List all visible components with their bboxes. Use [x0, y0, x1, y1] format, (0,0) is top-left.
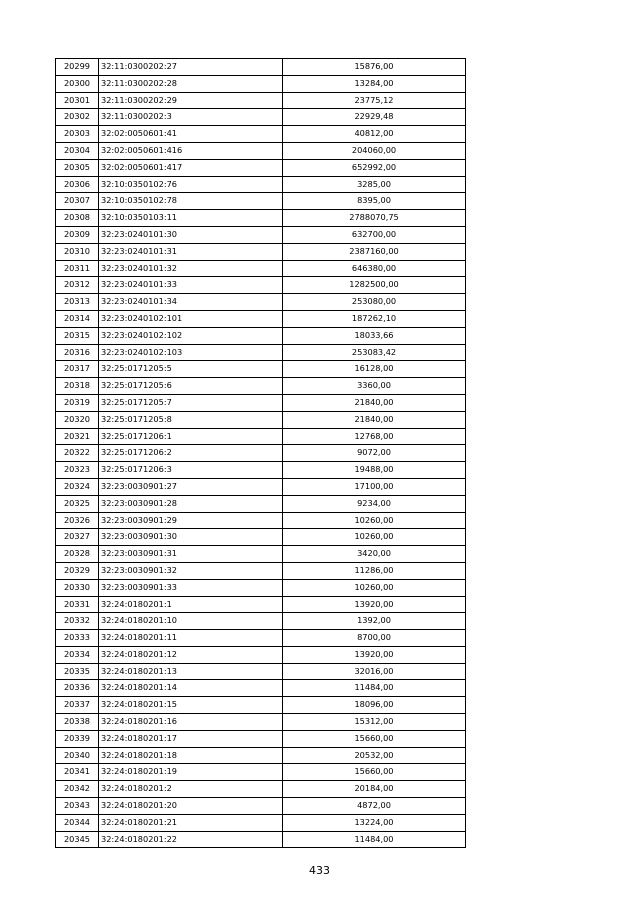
cadastral-number-cell: 32:23:0030901:31	[99, 546, 283, 563]
row-number-cell: 20338	[56, 714, 99, 731]
value-cell: 22929,48	[283, 109, 466, 126]
cadastral-number-cell: 32:23:0030901:29	[99, 512, 283, 529]
row-number-cell: 20303	[56, 126, 99, 143]
value-cell: 4872,00	[283, 798, 466, 815]
value-cell: 10260,00	[283, 529, 466, 546]
value-cell: 15312,00	[283, 714, 466, 731]
cadastral-number-cell: 32:24:0180201:22	[99, 831, 283, 848]
table-row	[56, 361, 466, 378]
row-number-cell: 20341	[56, 764, 99, 781]
row-number-cell: 20319	[56, 394, 99, 411]
row-number-cell: 20345	[56, 831, 99, 848]
table-row	[56, 798, 466, 815]
cadastral-number-cell: 32:24:0180201:15	[99, 697, 283, 714]
value-cell: 15660,00	[283, 764, 466, 781]
cadastral-number-cell: 32:24:0180201:1	[99, 596, 283, 613]
value-cell: 3360,00	[283, 378, 466, 395]
value-cell: 17100,00	[283, 478, 466, 495]
value-cell: 9234,00	[283, 495, 466, 512]
value-cell: 10260,00	[283, 512, 466, 529]
table-row	[56, 646, 466, 663]
cadastral-number-cell: 32:24:0180201:20	[99, 798, 283, 815]
table-row	[56, 294, 466, 311]
value-cell: 11484,00	[283, 680, 466, 697]
value-cell: 187262,10	[283, 310, 466, 327]
table-row	[56, 59, 466, 76]
table-row	[56, 428, 466, 445]
table-row	[56, 613, 466, 630]
cadastral-number-cell: 32:25:0171205:6	[99, 378, 283, 395]
row-number-cell: 20343	[56, 798, 99, 815]
table-row	[56, 546, 466, 563]
value-cell: 20184,00	[283, 781, 466, 798]
cadastral-number-cell: 32:10:0350102:76	[99, 176, 283, 193]
cadastral-number-cell: 32:24:0180201:11	[99, 630, 283, 647]
row-number-cell: 20305	[56, 159, 99, 176]
row-number-cell: 20337	[56, 697, 99, 714]
row-number-cell: 20314	[56, 310, 99, 327]
table-row	[56, 378, 466, 395]
value-cell: 1392,00	[283, 613, 466, 630]
cadastral-number-cell: 32:23:0240102:101	[99, 310, 283, 327]
value-cell: 652992,00	[283, 159, 466, 176]
row-number-cell: 20302	[56, 109, 99, 126]
row-number-cell: 20311	[56, 260, 99, 277]
value-cell: 13920,00	[283, 596, 466, 613]
cadastral-number-cell: 32:23:0240101:31	[99, 243, 283, 260]
table-row	[56, 445, 466, 462]
row-number-cell: 20334	[56, 646, 99, 663]
cadastral-number-cell: 32:25:0171206:1	[99, 428, 283, 445]
table-body	[56, 59, 466, 848]
table-row	[56, 159, 466, 176]
table-row	[56, 512, 466, 529]
value-cell: 12768,00	[283, 428, 466, 445]
row-number-cell: 20339	[56, 730, 99, 747]
row-number-cell: 20335	[56, 663, 99, 680]
table-row	[56, 781, 466, 798]
table-row	[56, 663, 466, 680]
value-cell: 23775,12	[283, 92, 466, 109]
cadastral-number-cell: 32:24:0180201:16	[99, 714, 283, 731]
row-number-cell: 20306	[56, 176, 99, 193]
row-number-cell: 20328	[56, 546, 99, 563]
table-row	[56, 210, 466, 227]
value-cell: 1282500,00	[283, 277, 466, 294]
table-row	[56, 394, 466, 411]
row-number-cell: 20342	[56, 781, 99, 798]
value-cell: 15660,00	[283, 730, 466, 747]
row-number-cell: 20312	[56, 277, 99, 294]
value-cell: 18096,00	[283, 697, 466, 714]
table-row	[56, 697, 466, 714]
cadastral-number-cell: 32:02:0050601:417	[99, 159, 283, 176]
cadastral-number-cell: 32:25:0171205:5	[99, 361, 283, 378]
row-number-cell: 20315	[56, 327, 99, 344]
cadastral-number-cell: 32:02:0050601:416	[99, 142, 283, 159]
value-cell: 15876,00	[283, 59, 466, 76]
table-row	[56, 730, 466, 747]
cadastral-number-cell: 32:23:0030901:32	[99, 562, 283, 579]
cadastral-number-cell: 32:23:0240101:34	[99, 294, 283, 311]
cadastral-number-cell: 32:24:0180201:17	[99, 730, 283, 747]
cadastral-number-cell: 32:24:0180201:13	[99, 663, 283, 680]
row-number-cell: 20321	[56, 428, 99, 445]
row-number-cell: 20310	[56, 243, 99, 260]
table-row	[56, 478, 466, 495]
table-row	[56, 92, 466, 109]
page-number: 433	[309, 864, 330, 877]
value-cell: 204060,00	[283, 142, 466, 159]
table-row	[56, 260, 466, 277]
value-cell: 10260,00	[283, 579, 466, 596]
cadastral-number-cell: 32:23:0240102:102	[99, 327, 283, 344]
cadastral-number-cell: 32:11:0300202:28	[99, 75, 283, 92]
cadastral-number-cell: 32:23:0030901:28	[99, 495, 283, 512]
value-cell: 32016,00	[283, 663, 466, 680]
table-row	[56, 630, 466, 647]
cadastral-number-cell: 32:25:0171205:8	[99, 411, 283, 428]
row-number-cell: 20344	[56, 814, 99, 831]
cadastral-number-cell: 32:23:0240101:30	[99, 226, 283, 243]
table-row	[56, 344, 466, 361]
value-cell: 9072,00	[283, 445, 466, 462]
cadastral-number-cell: 32:10:0350103:11	[99, 210, 283, 227]
table-row	[56, 831, 466, 848]
value-cell: 13284,00	[283, 75, 466, 92]
row-number-cell: 20324	[56, 478, 99, 495]
cadastral-number-cell: 32:11:0300202:29	[99, 92, 283, 109]
cadastral-number-cell: 32:23:0240101:33	[99, 277, 283, 294]
cadastral-number-cell: 32:23:0030901:27	[99, 478, 283, 495]
value-cell: 21840,00	[283, 394, 466, 411]
table-row	[56, 596, 466, 613]
value-cell: 2387160,00	[283, 243, 466, 260]
table-row	[56, 562, 466, 579]
cadastral-number-cell: 32:24:0180201:18	[99, 747, 283, 764]
row-number-cell: 20300	[56, 75, 99, 92]
row-number-cell: 20320	[56, 411, 99, 428]
cadastral-number-cell: 32:11:0300202:3	[99, 109, 283, 126]
row-number-cell: 20304	[56, 142, 99, 159]
row-number-cell: 20332	[56, 613, 99, 630]
cadastral-number-cell: 32:24:0180201:10	[99, 613, 283, 630]
table-row	[56, 193, 466, 210]
cadastral-number-cell: 32:24:0180201:12	[99, 646, 283, 663]
row-number-cell: 20318	[56, 378, 99, 395]
table-row	[56, 579, 466, 596]
row-number-cell: 20317	[56, 361, 99, 378]
table-row	[56, 109, 466, 126]
row-number-cell: 20313	[56, 294, 99, 311]
row-number-cell: 20322	[56, 445, 99, 462]
table-row	[56, 747, 466, 764]
value-cell: 18033,66	[283, 327, 466, 344]
cadastral-number-cell: 32:25:0171205:7	[99, 394, 283, 411]
table-row	[56, 226, 466, 243]
row-number-cell: 20323	[56, 462, 99, 479]
table-row	[56, 142, 466, 159]
value-cell: 253083,42	[283, 344, 466, 361]
cadastral-value-table	[55, 58, 466, 848]
cadastral-number-cell: 32:02:0050601:41	[99, 126, 283, 143]
row-number-cell: 20301	[56, 92, 99, 109]
row-number-cell: 20308	[56, 210, 99, 227]
cadastral-number-cell: 32:23:0030901:33	[99, 579, 283, 596]
row-number-cell: 20331	[56, 596, 99, 613]
cadastral-number-cell: 32:23:0240102:103	[99, 344, 283, 361]
value-cell: 19488,00	[283, 462, 466, 479]
table-row	[56, 75, 466, 92]
cadastral-number-cell: 32:10:0350102:78	[99, 193, 283, 210]
value-cell: 632700,00	[283, 226, 466, 243]
table-row	[56, 176, 466, 193]
row-number-cell: 20307	[56, 193, 99, 210]
table-row	[56, 310, 466, 327]
row-number-cell: 20316	[56, 344, 99, 361]
value-cell: 13920,00	[283, 646, 466, 663]
table-row	[56, 327, 466, 344]
table-row	[56, 126, 466, 143]
table-row	[56, 529, 466, 546]
cadastral-number-cell: 32:25:0171206:3	[99, 462, 283, 479]
row-number-cell: 20325	[56, 495, 99, 512]
cadastral-number-cell: 32:23:0240101:32	[99, 260, 283, 277]
value-cell: 8700,00	[283, 630, 466, 647]
table-row	[56, 680, 466, 697]
table-row	[56, 277, 466, 294]
table-row	[56, 462, 466, 479]
table-row	[56, 243, 466, 260]
row-number-cell: 20336	[56, 680, 99, 697]
cadastral-number-cell: 32:24:0180201:2	[99, 781, 283, 798]
value-cell: 8395,00	[283, 193, 466, 210]
row-number-cell: 20299	[56, 59, 99, 76]
cadastral-number-cell: 32:25:0171206:2	[99, 445, 283, 462]
table-row	[56, 764, 466, 781]
row-number-cell: 20309	[56, 226, 99, 243]
cadastral-number-cell: 32:23:0030901:30	[99, 529, 283, 546]
table-row	[56, 714, 466, 731]
cadastral-number-cell: 32:24:0180201:14	[99, 680, 283, 697]
cadastral-number-cell: 32:11:0300202:27	[99, 59, 283, 76]
table-row	[56, 814, 466, 831]
value-cell: 2788070,75	[283, 210, 466, 227]
value-cell: 16128,00	[283, 361, 466, 378]
row-number-cell: 20330	[56, 579, 99, 596]
value-cell: 11484,00	[283, 831, 466, 848]
cadastral-number-cell: 32:24:0180201:21	[99, 814, 283, 831]
cadastral-number-cell: 32:24:0180201:19	[99, 764, 283, 781]
value-cell: 13224,00	[283, 814, 466, 831]
row-number-cell: 20333	[56, 630, 99, 647]
value-cell: 21840,00	[283, 411, 466, 428]
table-row	[56, 411, 466, 428]
value-cell: 3420,00	[283, 546, 466, 563]
value-cell: 646380,00	[283, 260, 466, 277]
value-cell: 253080,00	[283, 294, 466, 311]
value-cell: 3285,00	[283, 176, 466, 193]
value-cell: 11286,00	[283, 562, 466, 579]
row-number-cell: 20326	[56, 512, 99, 529]
row-number-cell: 20340	[56, 747, 99, 764]
row-number-cell: 20329	[56, 562, 99, 579]
value-cell: 40812,00	[283, 126, 466, 143]
value-cell: 20532,00	[283, 747, 466, 764]
table-row	[56, 495, 466, 512]
row-number-cell: 20327	[56, 529, 99, 546]
